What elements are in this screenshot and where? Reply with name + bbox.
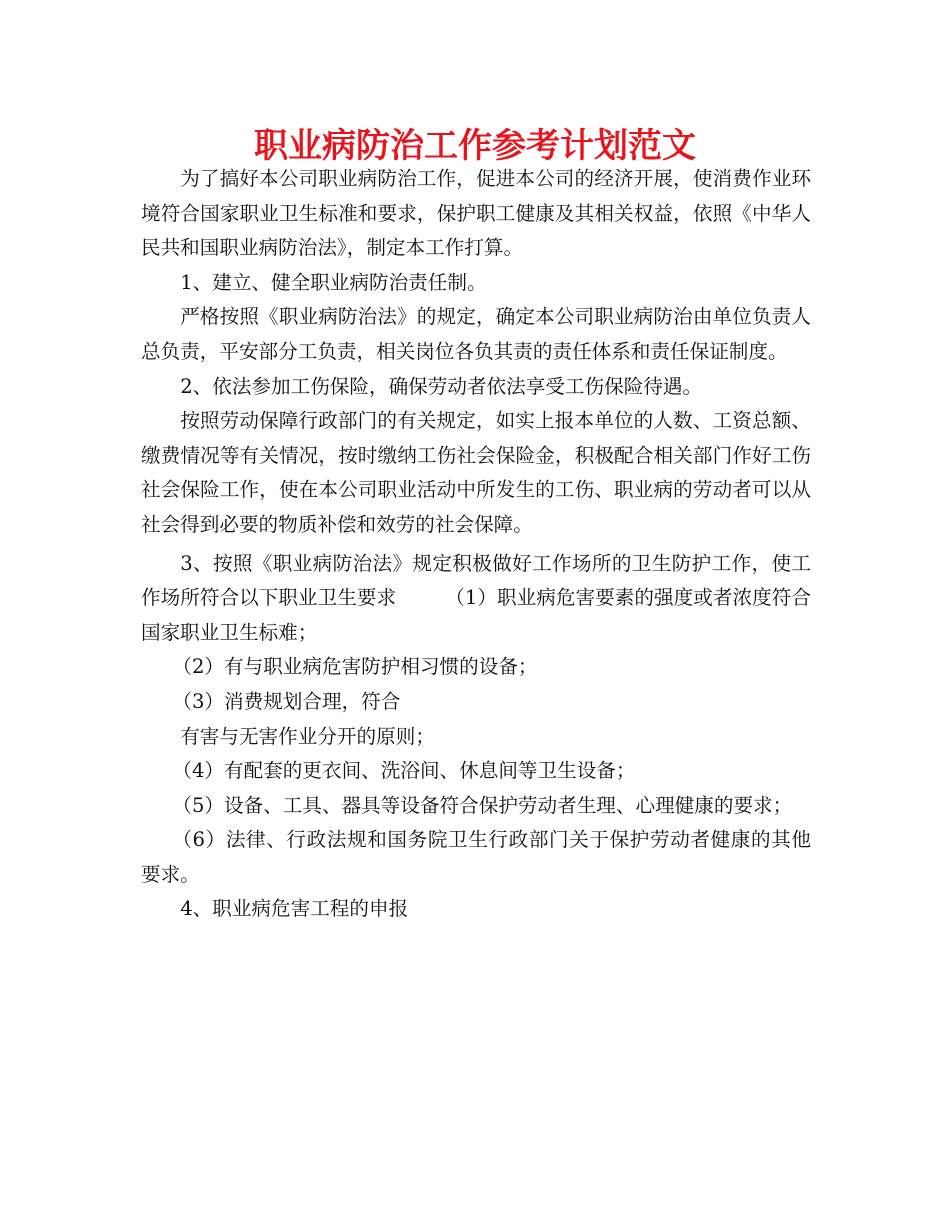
section-heading-2: 2、依法参加工伤保险，确保劳动者依法享受工伤保险待遇。 [180,374,703,398]
document-title: 职业病防治工作参考计划范文 [254,126,696,166]
section-heading-4: 4、职业病危害工程的申报 [180,897,409,921]
list-item-6: （6）法律、行政法规和国务院卫生行政部门关于保护劳动者健康的其他要求。 [141,828,811,886]
paragraph-insurance: 按照劳动保障行政部门的有关规定，如实上报本单位的人数、工资总额、缴费情况等有关情况，按时缴纳工伤社会保险金，积极配合相关部门作好工伤社会保险工作，使在本公司职业活动中所发生的工伤、职业病的劳动者可以从社会得到必要的物质补偿和效劳的社会保障。 [141,409,811,536]
list-item-2: （2）有与职业病危害防护相习惯的设备； [172,655,538,679]
section-heading-3: 3、按照《职业病防治法》规定积极做好工作场所的卫生防护工作，使工作场所符合以下职业卫生要求 （1）职业病危害要素的强度或者浓度符合国家职业卫生标难； [141,551,811,644]
section-heading-1: 1、建立、健全职业病防治责任制。 [180,270,487,294]
list-item-3-continued: 有害与无害作业分开的原则； [180,724,435,748]
list-item-3: （3）消费规划合理，符合 [172,689,401,713]
document-body [141,162,811,927]
list-item-5: （5）设备、工具、器具等设备符合保护劳动者生理、心理健康的要求； [172,793,793,817]
list-item-4: （4）有配套的更衣间、洗浴间、休息间等卫生设备； [172,759,636,783]
paragraph-intro: 为了搞好本公司职业病防治工作，促进本公司的经济开展，使消费作业环境符合国家职业卫生标准和要求，保护职工健康及其相关权益，依照《中华人民共和国职业病防治法》，制定本工作打算。 [141,167,811,260]
paragraph-responsibility: 严格按照《职业病防治法》的规定，确定本公司职业病防治由单位负责人总负责，平安部分工负责，相关岗位各负其责的责任体系和责任保证制度。 [141,305,811,363]
